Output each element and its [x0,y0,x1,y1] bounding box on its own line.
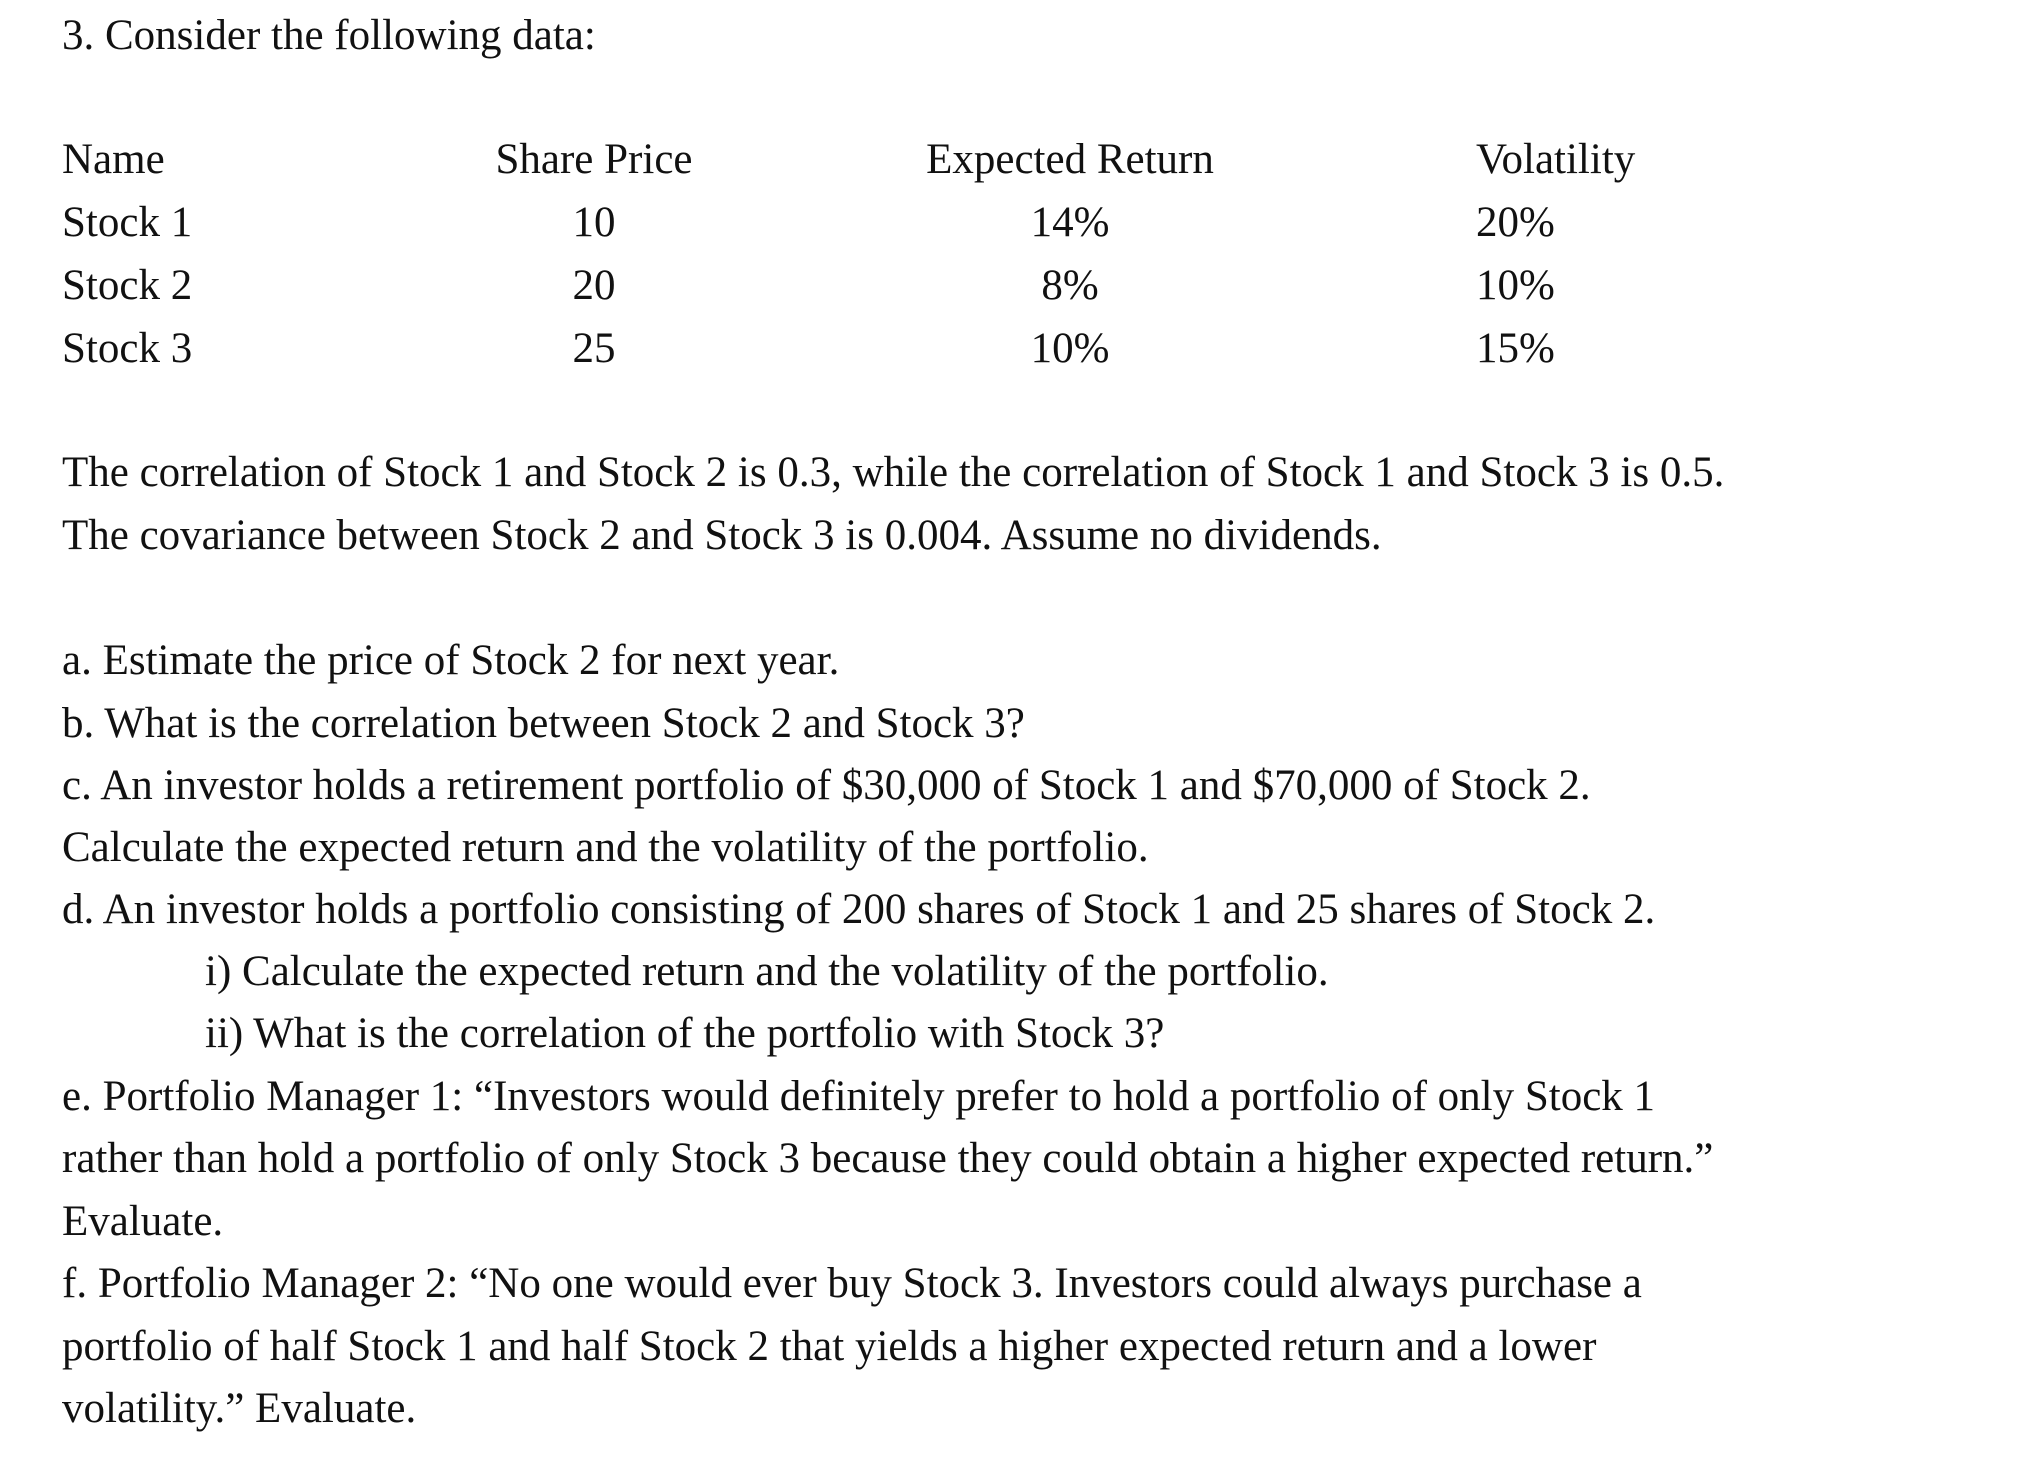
cell-volatility: 15% [1476,325,1555,372]
question-d: d. An investor holds a portfolio consisting of 200 shares of Stock 1 and 25 shares of Stock 2. [62,886,1656,933]
question-e: e. Portfolio Manager 1: “Investors would definitely prefer to hold a portfolio of only Stock 1 [62,1073,1656,1120]
cell-share-price: 20 [572,262,616,309]
cell-name: Stock 2 [62,262,193,309]
question-f-continued: volatility.” Evaluate. [62,1385,417,1432]
cell-share-price: 25 [572,325,616,372]
question-c: c. An investor holds a retirement portfolio of $30,000 of Stock 1 and $70,000 of Stock 2. [62,762,1591,809]
cell-volatility: 20% [1476,199,1555,246]
cell-expected-return: 8% [1041,262,1099,309]
cell-volatility: 10% [1476,262,1555,309]
question-f-continued: portfolio of half Stock 1 and half Stock 2 that yields a higher expected return and a lower [62,1323,1597,1370]
header-expected-return: Expected Return [926,136,1214,183]
cell-name: Stock 1 [62,199,193,246]
cell-name: Stock 3 [62,325,193,372]
question-a: a. Estimate the price of Stock 2 for next year. [62,637,840,684]
cell-share-price: 10 [572,199,616,246]
question-d-i: i) Calculate the expected return and the volatility of the portfolio. [205,948,1329,995]
header-name: Name [62,136,165,183]
cell-expected-return: 14% [1030,199,1110,246]
question-f: f. Portfolio Manager 2: “No one would ever buy Stock 3. Investors could always purchase a [62,1260,1642,1307]
header-share-price: Share Price [495,136,693,183]
question-d-ii: ii) What is the correlation of the portfolio with Stock 3? [205,1010,1165,1057]
problem-heading: 3. Consider the following data: [62,12,596,59]
cell-expected-return: 10% [1030,325,1110,372]
paragraph-line: The correlation of Stock 1 and Stock 2 is 0.3, while the correlation of Stock 1 and Stock 3 is 0.5. [62,449,1725,496]
paragraph-line: The covariance between Stock 2 and Stock 3 is 0.004. Assume no dividends. [62,512,1382,559]
question-c-continued: Calculate the expected return and the volatility of the portfolio. [62,824,1149,871]
question-e-continued: rather than hold a portfolio of only Stock 3 because they could obtain a higher expected return.” [62,1135,1714,1182]
question-e-continued: Evaluate. [62,1198,224,1245]
header-volatility: Volatility [1476,136,1636,183]
question-b: b. What is the correlation between Stock 2 and Stock 3? [62,700,1025,747]
